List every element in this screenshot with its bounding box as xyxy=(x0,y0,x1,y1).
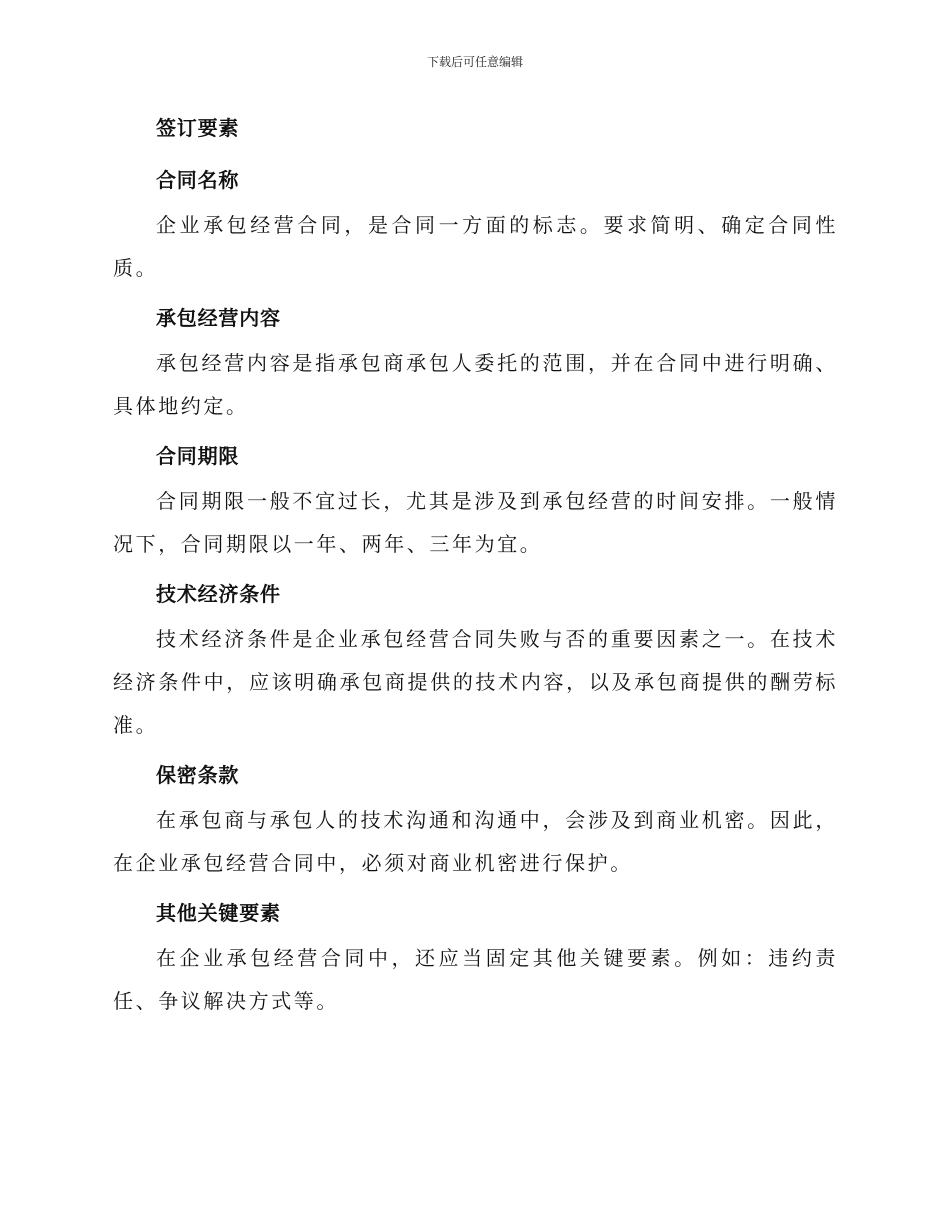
section-paragraph-contract-term: 合同期限一般不宜过长，尤其是涉及到承包经营的时间安排。一般情况下，合同期限以一年、两年、三年为宜。 xyxy=(113,489,838,556)
document-body xyxy=(113,108,838,1031)
section-paragraph-contract-content: 承包经营内容是指承包商承包人委托的范围，并在合同中进行明确、具体地约定。 xyxy=(113,351,838,418)
section-paragraph-confidentiality: 在承包商与承包人的技术沟通和沟通中，会涉及到商业机密。因此，在企业承包经营合同中，必须对商业机密进行保护。 xyxy=(113,808,838,875)
section-heading-contract-content: 承包经营内容 xyxy=(156,306,281,330)
section-heading-confidentiality: 保密条款 xyxy=(156,763,240,787)
section-heading-contract-name: 合同名称 xyxy=(156,168,240,192)
page-header: 下载后可任意编辑 xyxy=(426,55,523,69)
section-paragraph-contract-name: 企业承包经营合同，是合同一方面的标志。要求简明、确定合同性质。 xyxy=(113,213,838,280)
section-paragraph-other-key-elements: 在企业承包经营合同中，还应当固定其他关键要素。例如：违约责任、争议解决方式等。 xyxy=(113,946,838,1013)
section-heading-other-key-elements: 其他关键要素 xyxy=(156,901,281,925)
section-paragraph-technical-economic-terms: 技术经济条件是企业承包经营合同失败与否的重要因素之一。在技术经济条件中，应该明确承包商提供的技术内容，以及承包商提供的酬劳标准。 xyxy=(113,627,838,737)
section-heading-contract-term: 合同期限 xyxy=(156,444,240,468)
section-heading-technical-economic-terms: 技术经济条件 xyxy=(156,582,281,606)
document-title: 签订要素 xyxy=(156,116,240,140)
